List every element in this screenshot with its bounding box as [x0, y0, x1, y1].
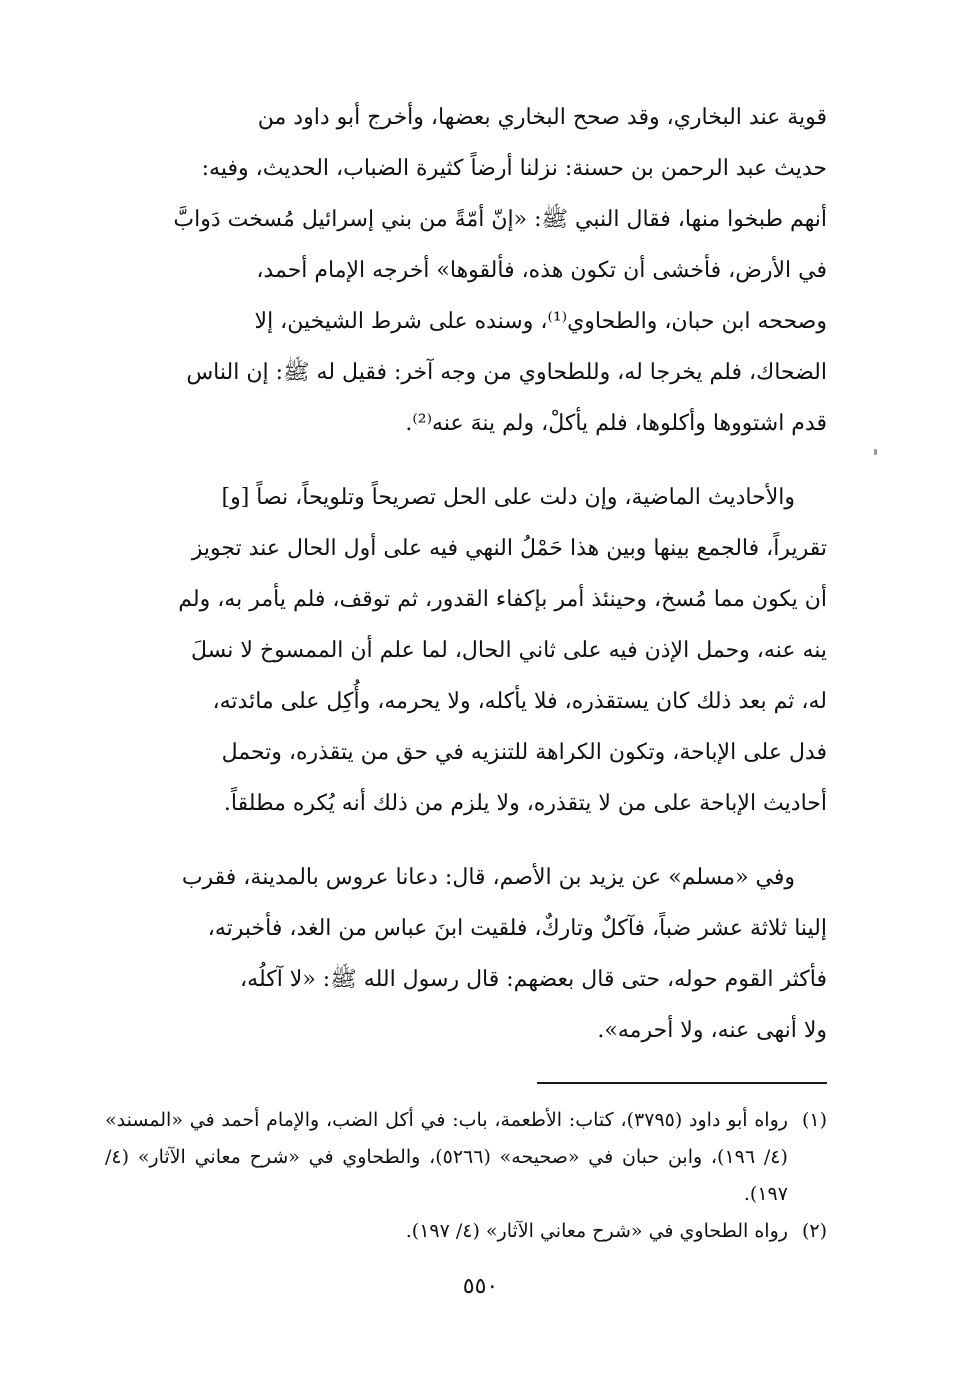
text-line: ينه عنه، وحمل الإذن فيه على ثاني الحال، لما علم أن الممسوخ لا نسلَ [191, 638, 827, 663]
paragraph-2 [105, 472, 827, 829]
text-line: له، ثم بعد ذلك كان يستقذره، فلا يأكله، ولا يحرمه، وأُكِل على مائدته، [212, 689, 827, 714]
text-line: أحاديث الإباحة على من لا يتقذره، ولا يلزم من ذلك أنه يُكره مطلقاً. [223, 791, 827, 816]
text-line: في الأرض، فأخشى أن تكون هذه، فألقوها» أخرجه الإمام أحمد، [256, 258, 827, 283]
paragraph-1 [105, 92, 827, 449]
text-line: فأكثر القوم حوله، حتى قال بعضهم: قال رسول الله ﷺ: «لا آكلُه، [240, 967, 827, 992]
scan-speck [874, 449, 877, 455]
footnote-separator [537, 1082, 827, 1084]
page-body [105, 92, 827, 1250]
text-line: والأحاديث الماضية، وإن دلت على الحل تصريحاً وتلويحاً، نصاً [و] [221, 485, 795, 510]
paragraph-3 [105, 852, 827, 1056]
text-line: أن يكون مما مُسخ، وحينئذ أمر بإكفاء القدور، ثم توقف، فلم يأمر به، ولم [178, 587, 827, 612]
footnote-text: رواه الطحاوي في «شرح معاني الآثار» (٤/ ١٩٧). [405, 1220, 788, 1242]
footnote-1 [105, 1102, 827, 1213]
text-line: قوية عند البخاري، وقد صحح البخاري بعضها، وأخرج أبو داود من [257, 105, 827, 130]
text-line: أنهم طبخوا منها، فقال النبي ﷺ: «إنّ أمّةً من بني إسرائيل مُسخت دَوابَّ [173, 207, 827, 232]
text-line: وفي «مسلم» عن يزيد بن الأصم، قال: دعانا عروس بالمدينة، فقرب [181, 865, 795, 890]
footnotes [105, 1102, 827, 1250]
text-line: فدل على الإباحة، وتكون الكراهة للتنزيه في حق من يتقذره، وتحمل [221, 740, 827, 765]
page-number: ٥٥٠ [462, 1274, 499, 1299]
footnote-number: (٢) [801, 1220, 827, 1242]
footnote-number: (١) [801, 1109, 827, 1131]
text-line: وصححه ابن حبان، والطحاوي⁽¹⁾، وسنده على شرط الشيخين، إلا [254, 309, 827, 334]
text-line: حديث عبد الرحمن بن حسنة: نزلنا أرضاً كثيرة الضباب، الحديث، وفيه: [201, 156, 827, 181]
footnote-2 [105, 1213, 827, 1250]
text-line: إلينا ثلاثة عشر ضباً، فآكلٌ وتاركٌ، فلقيت ابنَ عباس من الغد، فأخبرته، [207, 916, 827, 941]
text-line: قدم اشتووها وأكلوها، فلم يأكلْ، ولم ينهَ عنه⁽²⁾. [405, 411, 827, 436]
footnote-text: رواه أبو داود (٣٧٩٥)، كتاب: الأطعمة، باب: في أكل الضب، والإمام أحمد في «المسند» (٤/ ١٩٦)، وابن حبان في «صحيحه» (٥٢٦٦)، والطحاوي في «شرح معاني الآثار» (٤/ ١٩٧). [105, 1109, 788, 1205]
text-line: تقريراً، فالجمع بينها وبين هذا حَمْلُ النهي فيه على أول الحال عند تجويز [191, 536, 827, 561]
text-line: ولا أنهى عنه، ولا أحرمه». [597, 1018, 827, 1043]
text-line: الضحاك، فلم يخرجا له، وللطحاوي من وجه آخر: فقيل له ﷺ: إن الناس [186, 360, 827, 385]
